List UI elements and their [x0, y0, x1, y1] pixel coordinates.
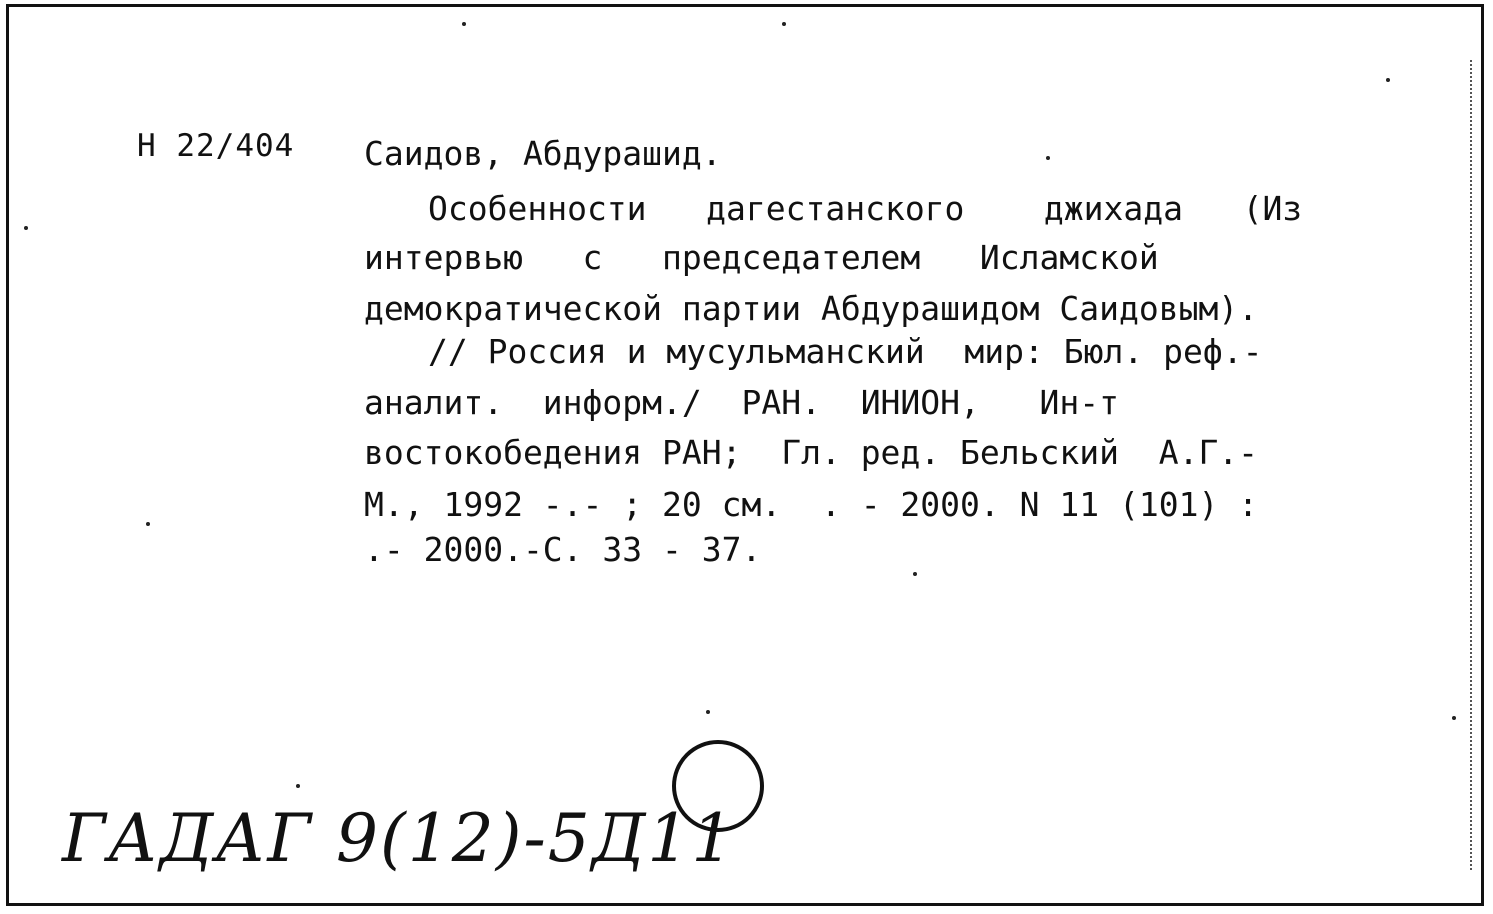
speck	[913, 572, 917, 576]
title-line-3: демократической партии Абдурашидом Саидовым).	[364, 289, 1259, 328]
speck	[1452, 716, 1456, 720]
speck	[782, 22, 786, 26]
speck	[1046, 156, 1050, 160]
source-line-1: // Россия и мусульманский мир: Бюл. реф.-	[428, 332, 1263, 371]
speck	[706, 710, 710, 714]
speck	[462, 22, 466, 26]
title-line-1: Особенности дагестанского джихада (Из	[428, 189, 1303, 228]
author-line: Саидов, Абдурашид.	[364, 134, 722, 173]
card-edge-dots	[1470, 60, 1472, 870]
speck	[146, 522, 150, 526]
speck	[1386, 78, 1390, 82]
handwritten-classification: ГАДАГ 9(12)-5Д11	[62, 800, 736, 877]
punch-hole	[672, 740, 764, 832]
title-line-2: интервью с председателем Исламской	[364, 238, 1159, 277]
source-line-5: .- 2000.-С. 33 - 37.	[364, 530, 762, 569]
source-line-4: М., 1992 -.- ; 20 см. . - 2000. N 11 (101) :	[364, 485, 1259, 524]
speck	[296, 784, 300, 788]
source-line-3: востокобедения РАН; Гл. ред. Бельский А.Г.-	[364, 433, 1259, 472]
speck	[24, 226, 28, 230]
source-line-2: аналит. информ./ РАН. ИНИОН, Ин-т	[364, 383, 1119, 422]
shelfmark: Н 22/404	[137, 128, 295, 164]
